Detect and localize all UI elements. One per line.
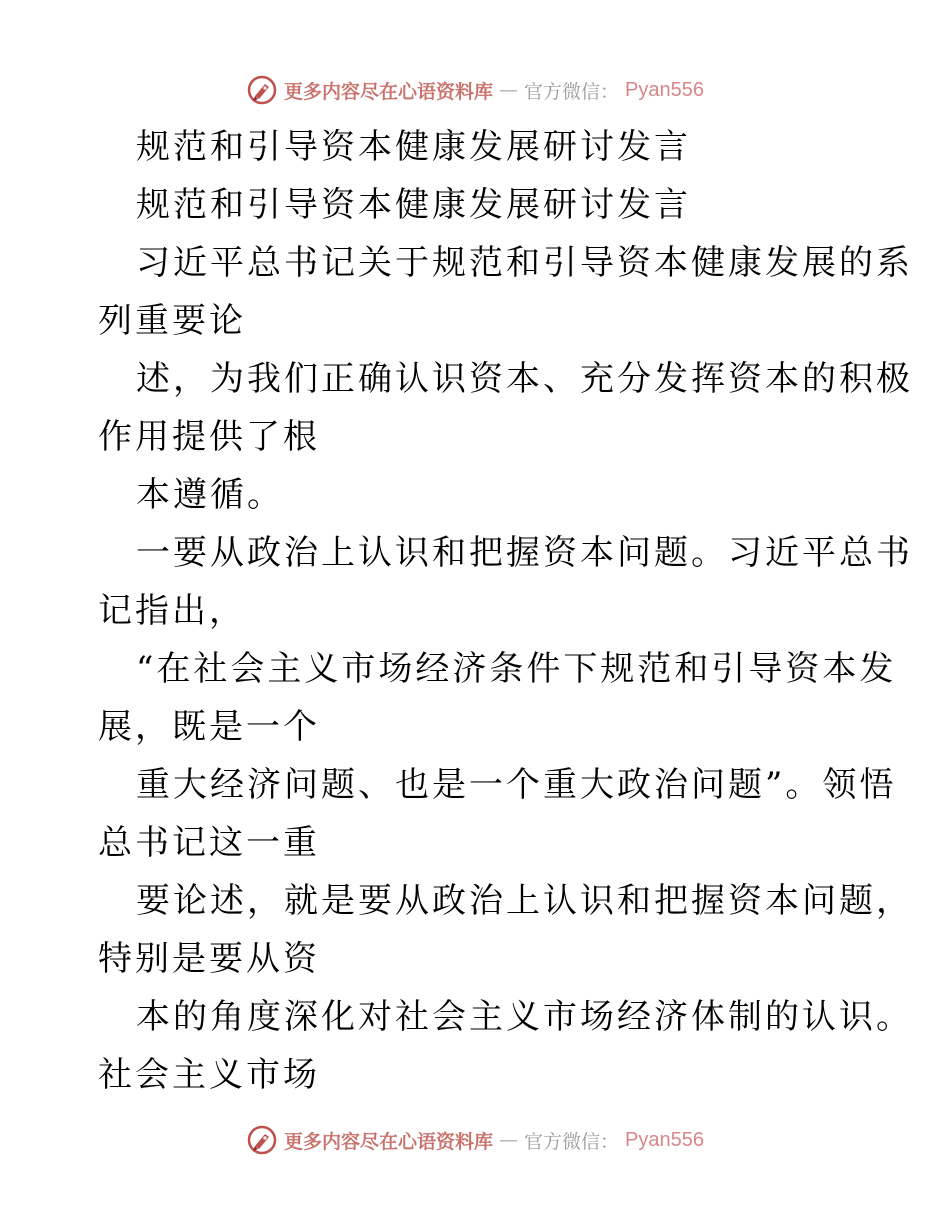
paragraph-line: 社会主义市场 <box>98 1055 320 1095</box>
banner-promo-text: 更多内容尽在心语资料库 <box>284 80 494 103</box>
paragraph-line: 述，为我们正确认识资本、充分发挥资本的积极 <box>136 359 913 399</box>
document-title-repeat: 规范和引导资本健康发展研讨发言 <box>136 185 691 225</box>
paragraph-line: 重大经济问题、也是一个重大政治问题”。领悟 <box>136 765 897 805</box>
banner-separator: — <box>499 1129 519 1151</box>
paragraph-line: 特别是要从资 <box>98 939 320 979</box>
paragraph-line: 本的角度深化对社会主义市场经济体制的认识。 <box>136 997 913 1037</box>
document-title: 规范和引导资本健康发展研讨发言 <box>136 127 691 167</box>
paragraph-line: 展，既是一个 <box>98 707 320 747</box>
pen-nib-logo-icon <box>246 1124 278 1156</box>
paragraph-line: 列重要论 <box>98 301 246 341</box>
banner-contact-label: 官方微信： <box>524 1130 620 1153</box>
banner-contact-label: 官方微信： <box>524 80 620 103</box>
banner-separator: — <box>499 79 519 101</box>
pen-nib-logo-icon <box>246 74 278 106</box>
paragraph-line: 本遵循。 <box>136 475 284 515</box>
header-watermark-banner <box>0 70 950 110</box>
paragraph-line: 一要从政治上认识和把握资本问题。习近平总书 <box>136 533 913 573</box>
banner-promo-text: 更多内容尽在心语资料库 <box>284 1130 494 1153</box>
paragraph-line: “在社会主义市场经济条件下规范和引导资本发 <box>136 649 897 689</box>
paragraph-line: 要论述，就是要从政治上认识和把握资本问题， <box>136 881 913 921</box>
paragraph-line: 作用提供了根 <box>98 417 320 457</box>
paragraph-line: 记指出， <box>98 591 246 631</box>
banner-contact-id: Pyan556 <box>625 1128 704 1151</box>
banner-contact-id: Pyan556 <box>625 78 704 101</box>
paragraph-line: 习近平总书记关于规范和引导资本健康发展的系 <box>136 243 913 283</box>
footer-watermark-banner <box>0 1120 950 1160</box>
paragraph-line: 总书记这一重 <box>98 823 320 863</box>
